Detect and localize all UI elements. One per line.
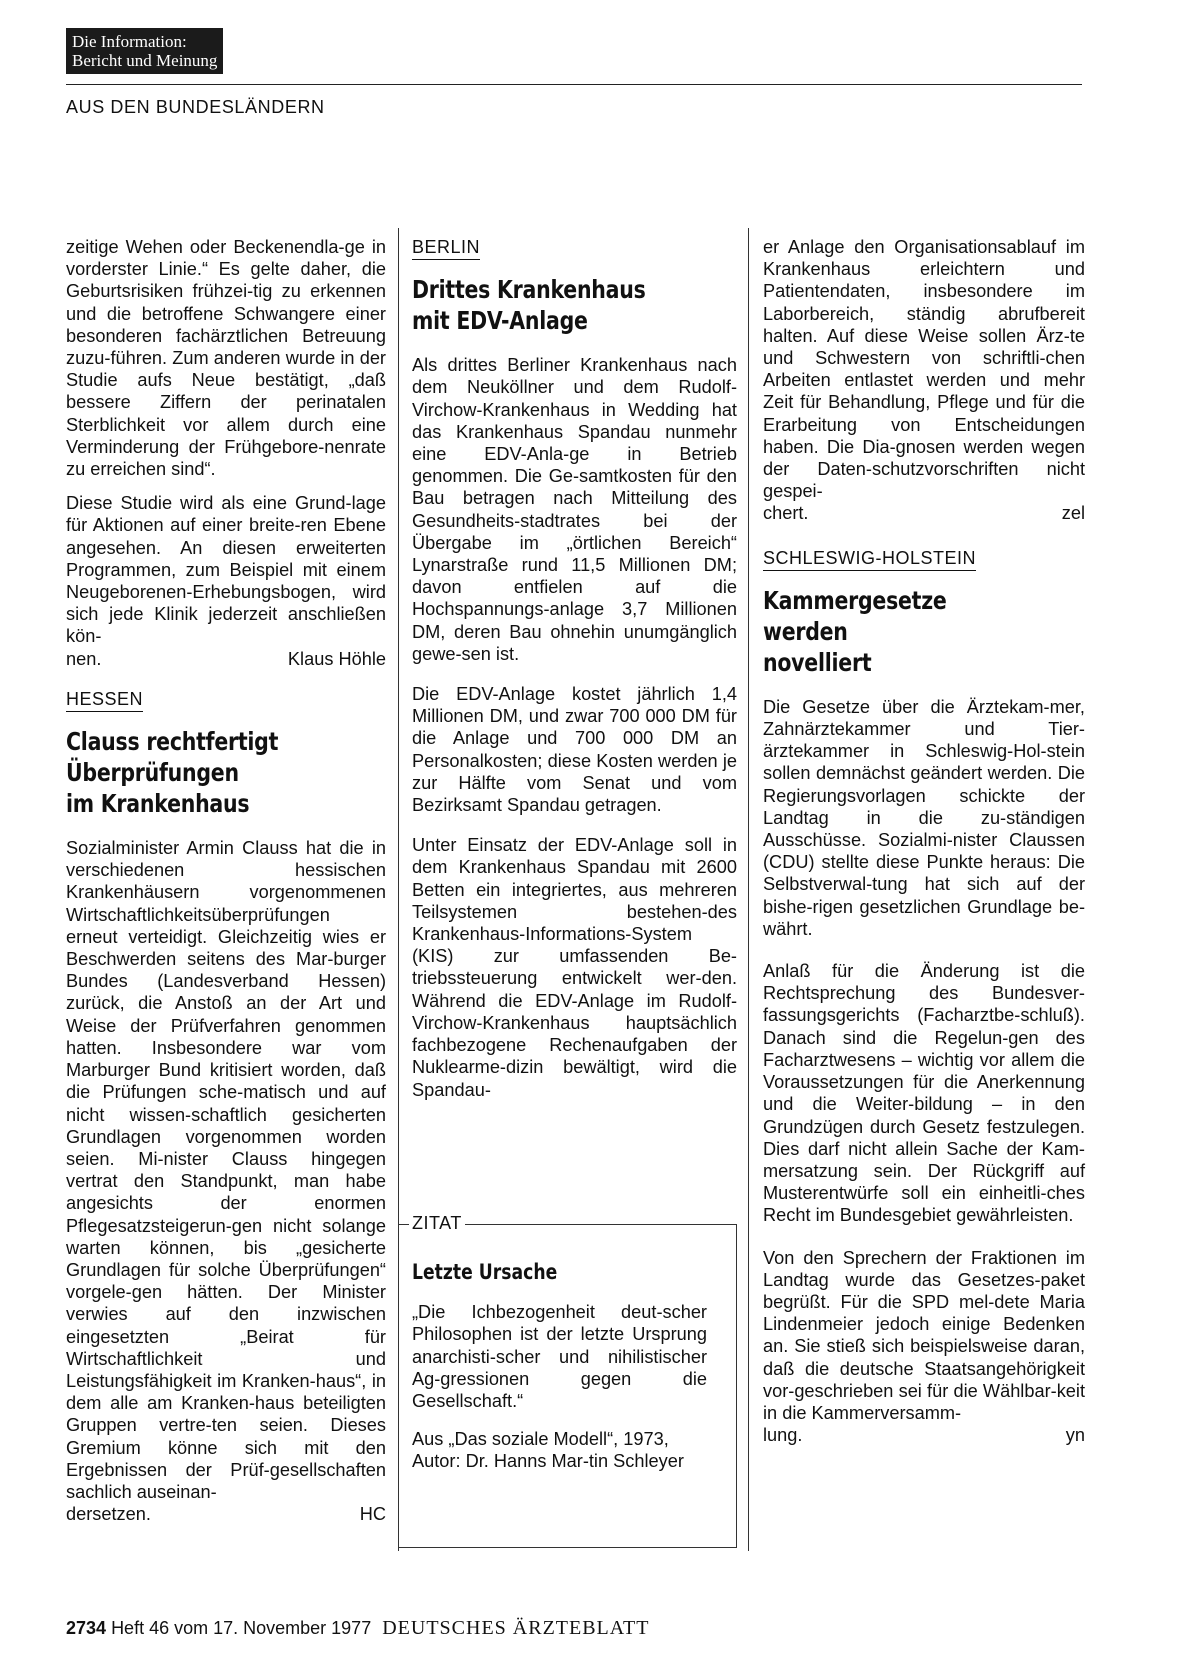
author-initials: HC (359, 1504, 386, 1525)
issue-info: Heft 46 vom 17. November 1977 (111, 1618, 372, 1638)
author-initials: Klaus Höhle (287, 648, 386, 669)
page-number: 2734 (66, 1618, 107, 1638)
magazine-name: DEUTSCHES ÄRZTEBLATT (382, 1617, 650, 1639)
section-badge (66, 28, 223, 74)
department-title: AUS DEN BUNDESLÄNDERN (66, 97, 325, 117)
col3-paragraph-2: Die Gesetze über die Ärztekam-mer, Zahnärztekammer und Tier-ärztekammer in Schleswig-Hol-stein sollen demnächst geändert werden. Die Regierungsvorlagen schickte der Landtag in die zu-ständigen Ausschüsse. Sozialmi-nister Claussen (CDU) stellte diese Punkte heraus: Die Selbstverwal-tung hat sich auf der bishe-rigen gesetzlichen Grundlage be-währt. (763, 696, 1085, 939)
article-headline-schleswig-holstein (763, 585, 1085, 678)
article-headline-hessen (66, 726, 386, 819)
col3-signature-line (763, 502, 1085, 524)
col1-paragraph-3: Sozialminister Armin Clauss hat die in verschiedenen hessischen Krankenhäusern vorgenommenen Wirtschaftlichkeitsüberprüfungen erneut verteidigt. Gleichzeitig wies er Beschwerden seitens des Mar-burger Bundes (Landesverband Hessen) zurück, die Anstoß an der Art und Weise der Prüfverfahren genommen hatten. Insbesondere war vom Marburger Bund kritisiert worden, daß die Prüfungen sche-matisch und auf nicht wissen-schaftlich gesicherten Grundlagen vorgenommen worden seien. Mi-nister Clauss hingegen vertrat den Standpunkt, man habe angesichts der enormen Pflegesatzsteigerun-gen nicht solange warten können, bis „gesicherte Grundlagen für solche Überprüfungen“ vorgele-gen hätten. Der Minister verwies auf den inzwischen eingesetzten „Beirat für Wirtschaftlichkeit und Leistungsfähigkeit im Kranken-haus“, in dem alle am Kranken-haus beteiligten Gruppen vertre-ten seien. Dieses Gremium könne sich mit den Ergebnissen der Prüf-gesellschaften sachlich auseinan- (66, 838, 386, 1502)
col3-paragraph-3: Anlaß für die Änderung ist die Rechtsprechung des Bundesver-fassungsgerichts (Facharztbe-schluß). Danach sind die Regelun-gen des Facharztwesens – wichtig vor allem die Voraussetzungen für die Anerkennung und die Weiter-bildung – in den Grundzügen durch Gesetz festzulegen. Dies darf nicht allein Sache der Kam-mersatzung sein. Der Rückgriff auf Musterentwürfe soll ein einheitli-ches Recht im Bundesgebiet gewährleisten. (763, 961, 1085, 1226)
quote-box-label: ZITAT (409, 1213, 465, 1234)
headline-line: Clauss rechtfertigt (66, 727, 279, 757)
headline-line: werden (763, 616, 848, 646)
col1-paragraph-2-end: nen. (66, 648, 102, 669)
section-badge-line2: Bericht und Meinung (72, 51, 218, 70)
quote-box (398, 1213, 737, 1548)
quote-text: „Die Ichbezogenheit deut-scher Philosophen ist der letzte Ursprung anarchisti-scher und nihilistischer Ag-gressionen gegen die Gesellschaft.“ (412, 1302, 707, 1412)
col1-paragraph-2: Diese Studie wird als eine Grund-lage für Aktionen auf einer breite-ren Ebene angesehen. An diesen erweiterten Programmen, zum Beispiel mit einem Neugeborenen-Erhebungsbogen, wird sich jede Klinik jederzeit anschließen kön- (66, 493, 386, 647)
region-label-berlin: BERLIN (412, 236, 480, 260)
headline-line: mit EDV-Anlage (412, 306, 588, 336)
column-1 (66, 236, 386, 1525)
col3-paragraph-4-end: lung. (763, 1425, 803, 1446)
author-initials: yn (1065, 1425, 1085, 1446)
column-divider (748, 228, 749, 1551)
col3-paragraph-1-end: chert. (763, 503, 809, 524)
article-headline-berlin (412, 274, 737, 336)
region-label-hessen: HESSEN (66, 688, 143, 712)
col2-paragraph-3: Unter Einsatz der EDV-Anlage soll in dem Krankenhaus Spandau mit 2600 Betten ein integriertes, aus mehreren Teilsystemen bestehen-des Krankenhaus-Informations-System (KIS) zur umfassenden Be-triebssteuerung entwickelt wer-den. Während die EDV-Anlage im Rudolf-Virchow-Krankenhaus hauptsächlich fachbezogene Rechenaufgaben der Nuklearme-dizin bewältigt, wird die Spandau- (412, 835, 737, 1100)
header-rule (66, 84, 1082, 85)
quote-title: Letzte Ursache (412, 1260, 558, 1284)
region-label-schleswig-holstein: SCHLESWIG-HOLSTEIN (763, 547, 976, 571)
col3-paragraph-1: er Anlage den Organisationsablauf im Krankenhaus erleichtern und Patientendaten, insbesondere im Laborbereich, ständig abrufbereit halten. Auf diese Weise sollen Ärz-te und Schwestern von schriftli-chen Arbeiten entlastet werden und mehr Zeit für Behandlung, Pflege und für die Erarbeitung von Entscheidungen haben. Die Dia-gnosen werden wegen der Daten-schutzvorschriften nicht gespei- (763, 237, 1085, 502)
col1-signature-line-2 (66, 1503, 386, 1525)
headline-line: Kammergesetze (763, 585, 947, 615)
col1-paragraph-3-end: dersetzen. (66, 1504, 151, 1525)
headline-line: Drittes Krankenhaus (412, 275, 646, 305)
section-badge-line1: Die Information: (72, 32, 187, 51)
column-2 (412, 236, 737, 1101)
author-initials: zel (1061, 503, 1085, 524)
headline-line: novelliert (763, 647, 872, 677)
column-3 (763, 236, 1085, 1446)
col2-paragraph-2: Die EDV-Anlage kostet jährlich 1,4 Millionen DM, und zwar 700 000 DM für die Anlage und 700 000 DM an Personalkosten; diese Kosten werden je zur Hälfte vom Senat und vom Bezirksamt Spandau getragen. (412, 684, 737, 816)
col1-paragraph-1: zeitige Wehen oder Beckenendla-ge in vorderster Linie.“ Es gelte daher, die Geburtsrisiken frühzei-tig zu erkennen und die betroffene Schwangere einer besonderen fachärztlichen Betreuung zuzu-führen. Zum anderen wurde in der Studie aufs Neue bestätigt, „daß bessere Ziffern der perinatalen Sterblichkeit vor allem durch eine Verminderung der Frühgebore-nenrate zu erreichen sind“. (66, 237, 386, 480)
headline-line: im Krankenhaus (66, 789, 250, 819)
page-footer (66, 1617, 649, 1640)
col1-signature-line (66, 648, 386, 670)
col2-paragraph-1: Als drittes Berliner Krankenhaus nach dem Neuköllner und dem Rudolf-Virchow-Krankenhaus in Wedding hat das Krankenhaus Spandau nunmehr eine EDV-Anla-ge in Betrieb genommen. Die Ge-samtkosten für den Bau betragen nach Mitteilung des Gesundheits-stadtrates bei der Übergabe im „örtlichen Bereich“ Lynarstraße rund 11,5 Millionen DM; davon entfielen auf die Hochspannungs-anlage 3,7 Millionen DM, deren Bau ohnehin unumgänglich gewe-sen ist. (412, 355, 737, 664)
headline-line: Überprüfungen (66, 758, 239, 788)
col3-signature-line-2 (763, 1424, 1085, 1446)
quote-source: Aus „Das soziale Modell“, 1973, Autor: Dr. Hanns Mar-tin Schleyer (412, 1429, 684, 1472)
col3-paragraph-4: Von den Sprechern der Fraktionen im Landtag wurde das Gesetzes-paket begrüßt. Für die SPD mel-dete Maria Lindenmeier jedoch einige Bedenken an. Sie stieß sich beispielsweise daran, daß die deutsche Staatsangehörigkeit vor-geschrieben sei für die Wählbar-keit in die Kammerversamm- (763, 1247, 1085, 1423)
quote-box-content (412, 1261, 707, 1473)
